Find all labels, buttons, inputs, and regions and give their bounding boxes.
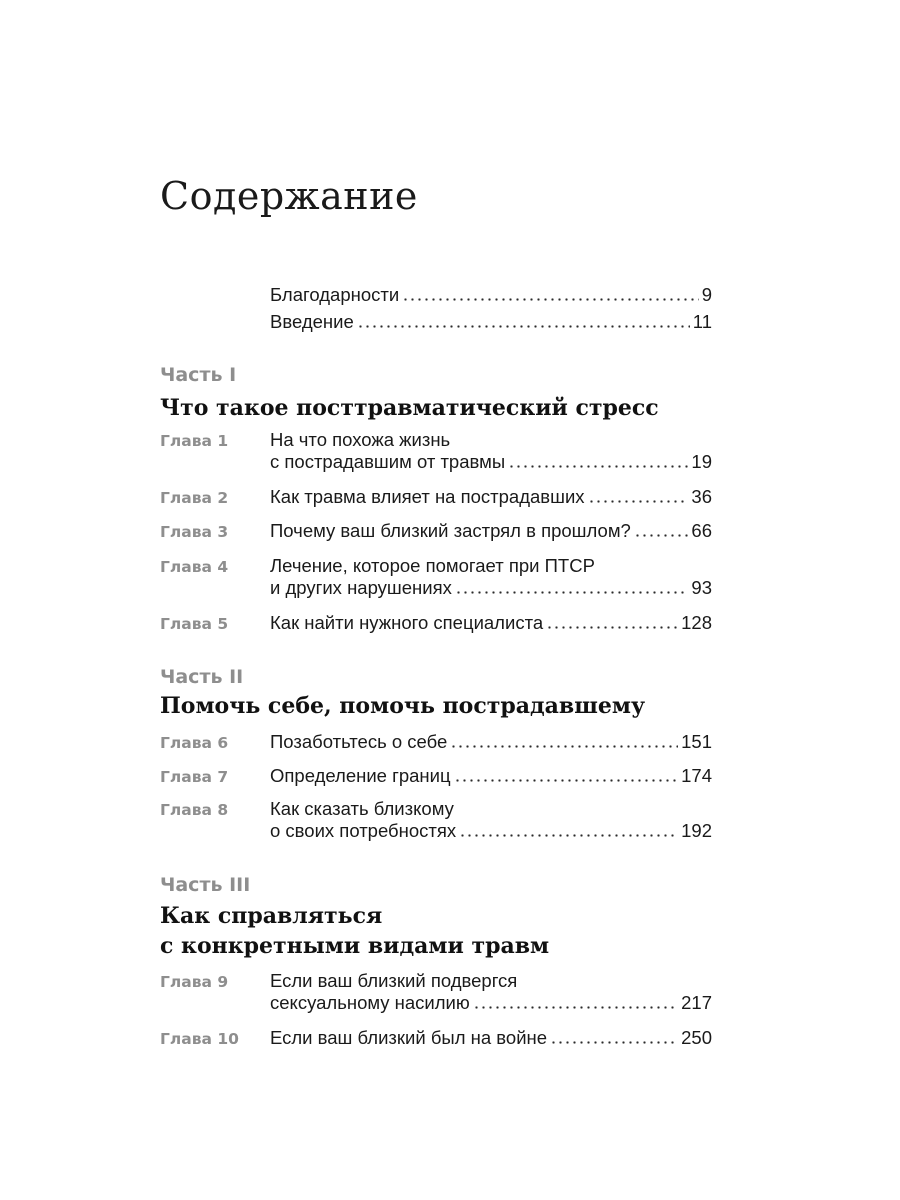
page-number: 217 <box>681 992 712 1013</box>
page-number: 11 <box>692 311 712 332</box>
part-title <box>160 901 720 961</box>
entry-title-line: о своих потребностях <box>270 820 457 841</box>
dot-leader <box>357 311 690 333</box>
entry-title-line: Как травма влияет на пострадавших <box>270 486 585 507</box>
toc-entry-chapter[interactable] <box>160 520 712 542</box>
part-title-line: Как справляться <box>160 903 383 929</box>
chapter-label: Глава 10 <box>160 1030 239 1048</box>
toc-entry-chapter[interactable] <box>160 486 712 508</box>
chapter-label: Глава 9 <box>160 973 229 991</box>
dot-leader <box>634 520 689 542</box>
page-number: 93 <box>691 577 712 598</box>
part-label: Часть I <box>160 364 237 386</box>
toc-entry-chapter[interactable] <box>160 1027 712 1049</box>
part-label: Часть II <box>160 666 244 688</box>
entry-title-line: и других нарушениях <box>270 577 452 598</box>
toc-entry-acknowledgments[interactable] <box>160 284 712 306</box>
entry-title-line: На что похожа жизнь <box>270 429 451 450</box>
entry-title: Благодарности <box>270 284 400 305</box>
entry-title-line: Позаботьтесь о себе <box>270 731 448 752</box>
part-label: Часть III <box>160 874 251 896</box>
toc-entry-chapter[interactable] <box>160 731 712 753</box>
entry-title-line: Определение границ <box>270 765 451 786</box>
toc-entry-chapter[interactable] <box>160 612 712 634</box>
dot-leader <box>550 1027 678 1049</box>
toc-entry-chapter[interactable] <box>160 555 712 599</box>
chapter-label: Глава 8 <box>160 801 229 819</box>
toc-entry-chapter[interactable] <box>160 798 712 842</box>
page-number: 192 <box>681 820 712 841</box>
entry-title-line: Как найти нужного специалиста <box>270 612 544 633</box>
entry-title-line: Если ваш близкий был на войне <box>270 1027 548 1048</box>
chapter-label: Глава 3 <box>160 523 229 541</box>
page-number: 250 <box>681 1027 712 1048</box>
dot-leader <box>454 765 679 787</box>
chapter-label: Глава 2 <box>160 489 229 507</box>
dot-leader <box>402 284 699 306</box>
entry-title-line: Почему ваш близкий застрял в прошлом? <box>270 520 631 541</box>
entry-title-line: Лечение, которое помогает при ПТСР <box>270 555 595 576</box>
chapter-label: Глава 7 <box>160 768 229 786</box>
chapter-label: Глава 4 <box>160 558 229 576</box>
page-number: 128 <box>681 612 712 633</box>
entry-title-line: Если ваш близкий подвергся <box>270 970 518 991</box>
part-title-line: Помочь себе, помочь пострадавшему <box>160 693 646 719</box>
page-number: 151 <box>681 731 712 752</box>
chapter-label: Глава 6 <box>160 734 229 752</box>
page-title: Содержание <box>160 174 418 219</box>
dot-leader <box>455 577 689 599</box>
page-number: 174 <box>681 765 712 786</box>
chapter-label: Глава 1 <box>160 432 229 450</box>
dot-leader <box>459 820 678 842</box>
page-number: 66 <box>691 520 712 541</box>
entry-title-line: с пострадавшим от травмы <box>270 451 506 472</box>
dot-leader <box>473 992 678 1014</box>
dot-leader <box>450 731 678 753</box>
toc-entry-chapter[interactable] <box>160 765 712 787</box>
part-title-line: Что такое посттравматический стресс <box>160 395 659 421</box>
toc-entry-introduction[interactable] <box>160 311 712 333</box>
entry-title: Введение <box>270 311 354 332</box>
toc-entry-chapter[interactable] <box>160 429 712 473</box>
part-title <box>160 691 720 721</box>
entry-title-line: Как сказать близкому <box>270 798 454 819</box>
page-number: 9 <box>701 284 712 305</box>
part-title <box>160 393 720 423</box>
page-number: 19 <box>691 451 712 472</box>
toc-entry-chapter[interactable] <box>160 970 712 1014</box>
chapter-label: Глава 5 <box>160 615 229 633</box>
entry-title-line: сексуальному насилию <box>270 992 470 1013</box>
part-title-line: с конкретными видами травм <box>160 933 550 959</box>
dot-leader <box>588 486 689 508</box>
dot-leader <box>546 612 678 634</box>
page-number: 36 <box>691 486 712 507</box>
dot-leader <box>508 451 688 473</box>
